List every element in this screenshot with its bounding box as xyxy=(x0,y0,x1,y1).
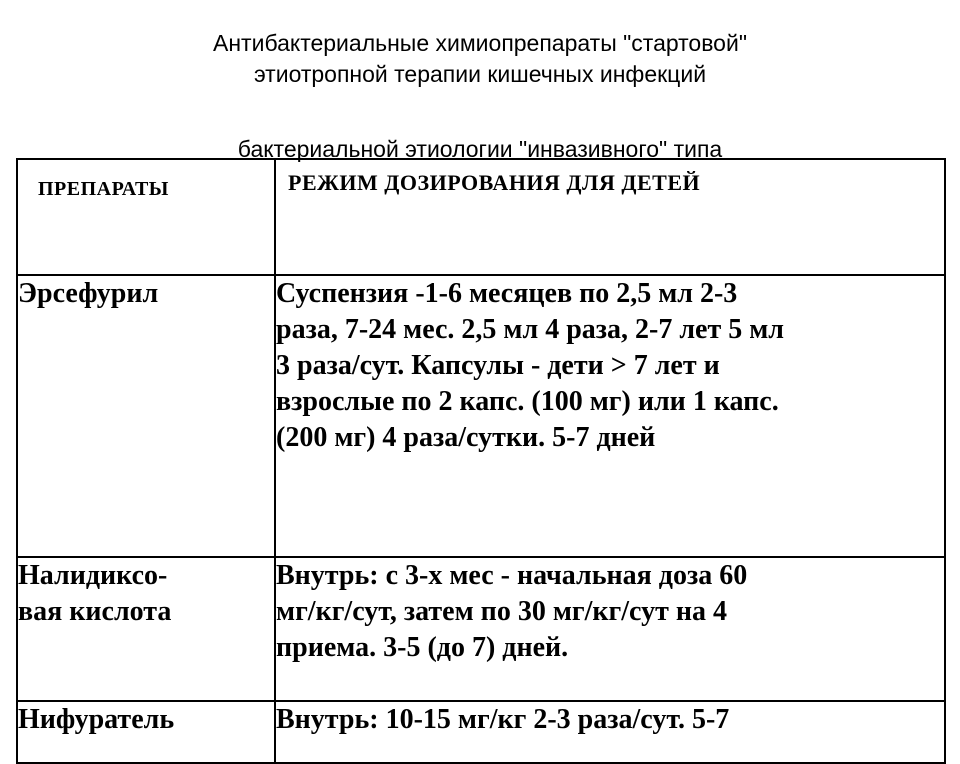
header-dosing: РЕЖИМ ДОЗИРОВАНИЯ ДЛЯ ДЕТЕЙ xyxy=(275,159,945,275)
dosing-table xyxy=(16,158,946,764)
dose-line: Внутрь: с 3-х мес - начальная доза 60 xyxy=(276,560,748,591)
header-drugs: ПРЕПАРАТЫ xyxy=(17,159,275,275)
drug-name-cell xyxy=(17,557,275,701)
slide-title xyxy=(0,28,960,165)
drug-name-line: вая кислота xyxy=(18,596,172,627)
title-line-1: Антибактериальные химиопрепараты "стартовой" xyxy=(213,30,747,56)
dose-line: (200 мг) 4 раза/сутки. 5-7 дней xyxy=(276,422,656,453)
table-row xyxy=(17,557,945,701)
dose-line: взрослые по 2 капс. (100 мг) или 1 капс. xyxy=(276,386,779,417)
title-spacer xyxy=(0,90,960,134)
dose-cell xyxy=(275,701,945,763)
dose-cell xyxy=(275,275,945,557)
dose-line: приема. 3-5 (до 7) дней. xyxy=(276,632,569,663)
dose-line: 3 раза/сут. Капсулы - дети > 7 лет и xyxy=(276,350,720,381)
dose-line: раза, 7-24 мес. 2,5 мл 4 раза, 2-7 лет 5 мл xyxy=(276,314,785,345)
dose-line: Суспензия -1-6 месяцев по 2,5 мл 2-3 xyxy=(276,278,738,309)
drug-name-line: Нифуратель xyxy=(18,704,175,735)
dose-cell xyxy=(275,557,945,701)
table-row xyxy=(17,275,945,557)
table-header-row xyxy=(17,159,945,275)
drug-name-cell xyxy=(17,275,275,557)
title-line-3: бактериальной этиологии "инвазивного" типа xyxy=(237,136,723,162)
table-row xyxy=(17,701,945,763)
dose-line: Внутрь: 10-15 мг/кг 2-3 раза/сут. 5-7 xyxy=(276,704,730,735)
title-line-2: этиотропной терапии кишечных инфекций xyxy=(253,61,707,87)
drug-name-line: Налидиксо- xyxy=(18,560,168,591)
drug-name-line: Эрсефурил xyxy=(18,278,159,309)
dose-line: мг/кг/сут, затем по 30 мг/кг/сут на 4 xyxy=(276,596,727,627)
drug-name-cell xyxy=(17,701,275,763)
